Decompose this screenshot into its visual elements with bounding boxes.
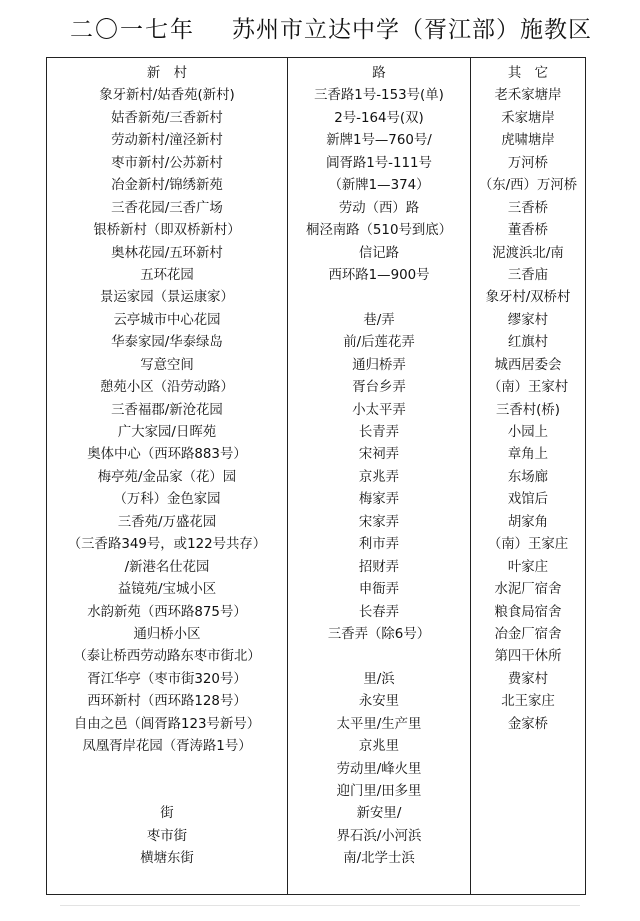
other-item: 戏馆后 (507, 492, 549, 508)
residential-item: 街 (160, 806, 174, 822)
road-item: 三香路1号-153号(单) (314, 88, 444, 104)
other-item: 红旗村 (507, 335, 549, 351)
residential-item: 西环新村（西环路128号） (87, 694, 247, 710)
residential-header: 新 村 (146, 66, 188, 81)
other-item: 章角上 (507, 447, 549, 463)
residential-item: 云亭城市中心花园 (113, 312, 221, 328)
other-item: 城西居委会 (494, 357, 562, 373)
residential-item: 银桥新村（即双桥新村） (93, 223, 241, 239)
residential-item: 象牙新村/姑香苑(新村) (99, 88, 235, 104)
district-table (46, 57, 586, 895)
road-item: 京兆里 (358, 739, 400, 755)
other-item: 万河桥 (507, 155, 549, 171)
other-item: 三香桥 (507, 200, 549, 216)
road-item: 新牌1号—760号/ (326, 133, 432, 149)
road-header: 路 (372, 66, 386, 81)
other-item: 第四干休所 (494, 649, 562, 665)
residential-item: 自由之邑（阊胥路123号新号） (73, 716, 261, 732)
road-item: 招财弄 (358, 559, 400, 575)
road-item: 劳动里/峰火里 (336, 761, 422, 777)
other-item: 粮食局宿舍 (494, 604, 562, 620)
residential-item: （万科）金色家园 (113, 492, 221, 508)
road-item: （新牌1—374） (328, 178, 430, 194)
residential-item: 姑香新苑/三香新村 (111, 110, 223, 126)
other-item: 禾家塘岸 (501, 110, 555, 126)
other-item: 叶家庄 (507, 559, 549, 575)
road-item: 长春弄 (358, 604, 400, 620)
road-item: 南/北学士浜 (343, 851, 415, 867)
road-item: 桐泾南路（510号到底） (305, 223, 453, 239)
road-item: 新安里/ (356, 806, 402, 822)
other-item: 三香庙 (507, 267, 549, 283)
title-year: 二〇一七年 (70, 17, 195, 43)
road-item: 阊胥路1号-111号 (326, 155, 432, 171)
residential-item: 华泰家园/华泰绿岛 (111, 335, 223, 351)
other-item: （南）王家村 (487, 380, 569, 396)
road-item: 申衙弄 (358, 582, 400, 598)
residential-item: 横塘东街 (140, 851, 194, 867)
residential-item: （三香路349号，或122号共存） (67, 537, 267, 553)
road-item: 京兆弄 (358, 469, 400, 485)
residential-item: 三香花园/三香广场 (111, 200, 223, 216)
other-item: 缪家村 (507, 312, 549, 328)
residential-item: 三香苑/万盛花园 (117, 514, 217, 530)
residential-item (47, 759, 287, 781)
road-item: 小太平弄 (352, 402, 406, 418)
road-item: 前/后莲花弄 (343, 335, 415, 351)
column-residential (47, 63, 287, 871)
title-school: 苏州市立达中学（胥江部）施教区 (232, 17, 592, 43)
road-item: 2号-164号(双) (334, 110, 424, 126)
road-item: 迎门里/田多里 (336, 784, 422, 799)
residential-item: 劳动新村/潼泾新村 (111, 133, 223, 149)
residential-item: （泰让桥西劳动路东枣市街北） (73, 649, 261, 665)
other-item: 小园上 (507, 425, 549, 440)
road-item: 三香弄（除6号） (327, 626, 431, 642)
road-item: 通归桥弄 (352, 357, 406, 373)
road-item: 宋家弄 (358, 514, 400, 530)
road-item: 宋祠弄 (358, 447, 400, 463)
residential-item: 景运家园（景运康家） (100, 290, 234, 306)
residential-item: 三香福郡/新沧花园 (111, 402, 223, 418)
other-header: 其 它 (507, 66, 549, 81)
other-item: （东/西）万河桥 (478, 178, 578, 194)
residential-item: 梅亭苑/金品家（花）园 (97, 469, 237, 485)
residential-item: 写意空间 (140, 357, 194, 373)
road-item: 永安里 (358, 694, 400, 710)
road-item: 胥台乡弄 (352, 380, 406, 396)
road-item (288, 287, 470, 309)
residential-item: 五环花园 (140, 267, 194, 283)
column-roads (288, 63, 470, 871)
residential-item: 奥林花园/五环新村 (111, 245, 223, 261)
road-item: 西环路1—900号 (328, 267, 430, 283)
other-item: 象牙村/双桥村 (485, 290, 571, 306)
other-item: 老禾家塘岸 (494, 88, 562, 104)
other-item: 胡家角 (507, 514, 549, 530)
residential-item: /新港名仕花园 (124, 559, 210, 575)
road-item: 太平里/生产里 (336, 716, 422, 732)
road-item: 信记路 (358, 245, 400, 261)
road-item: 界石浜/小河浜 (336, 828, 422, 844)
road-item: 劳动（西）路 (338, 200, 420, 216)
other-item: 东场廊 (507, 469, 549, 485)
residential-item: 奥体中心（西环路883号） (87, 447, 247, 463)
column-others (471, 63, 585, 736)
other-item: 金家桥 (507, 716, 549, 732)
other-item: 冶金厂宿舍 (494, 626, 562, 642)
residential-item: 通归桥小区 (133, 626, 201, 642)
document-title (0, 12, 640, 48)
other-item: 虎啸塘岸 (501, 133, 555, 149)
other-item: 三香村(桥) (495, 402, 560, 418)
road-item: 长青弄 (358, 425, 400, 440)
road-item: 里/浜 (363, 671, 395, 687)
residential-item: 枣市街 (146, 828, 188, 844)
residential-item: 益镜苑/宝城小区 (117, 582, 217, 598)
other-item: 泥渡浜北/南 (492, 245, 564, 261)
other-item: 董香桥 (507, 223, 549, 239)
road-item: 梅家弄 (358, 492, 400, 508)
road-item: 巷/弄 (363, 312, 395, 328)
other-item: （南）王家庄 (487, 537, 569, 553)
residential-item: 冶金新村/锦绣新苑 (111, 178, 223, 194)
other-item: 费家村 (507, 671, 549, 687)
road-item (288, 646, 470, 668)
residential-item: 枣市新村/公苏新村 (111, 155, 223, 171)
residential-item (47, 781, 287, 803)
road-item: 利市弄 (358, 537, 400, 553)
residential-item: 憩苑小区（沿劳动路） (100, 380, 234, 396)
residential-item: 凤凰胥岸花园（胥涛路1号） (82, 739, 252, 755)
page-bottom-edge (60, 905, 580, 912)
residential-item: 胥江华亭（枣市街320号） (87, 671, 247, 687)
residential-item: 水韵新苑（西环路875号） (87, 604, 247, 620)
residential-item: 广大家园/日晖苑 (117, 425, 217, 440)
other-item: 北王家庄 (501, 694, 555, 710)
other-item: 水泥厂宿舍 (494, 582, 562, 598)
